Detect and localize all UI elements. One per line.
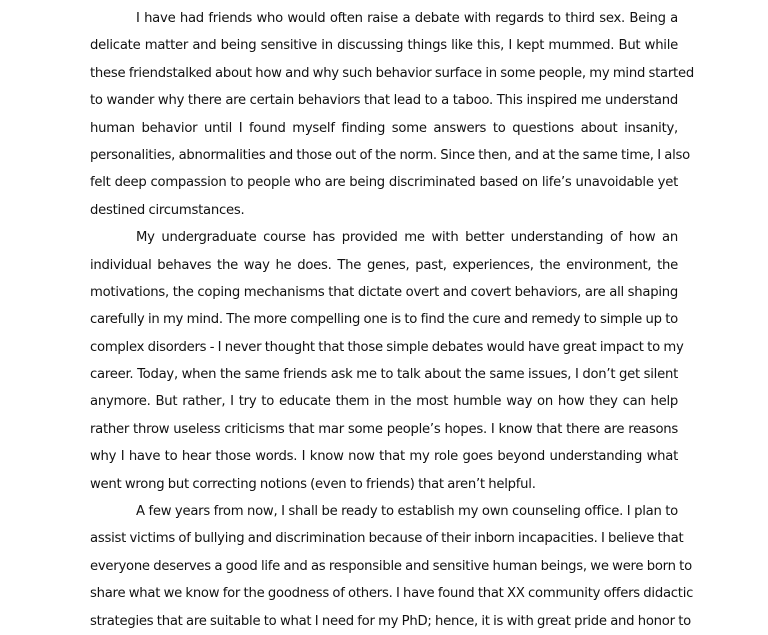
paragraph-1-line-3: these friendstalked about how and why such behavior surface in some people, my mind started xyxy=(90,65,694,81)
paragraph-1-line-1: I have had friends who would often raise a debate with regards to third sex. Being a xyxy=(136,11,678,26)
essay-body xyxy=(90,5,694,635)
paragraph-1-line-5: human behavior until I found myself finding some answers to questions about insanity, xyxy=(90,120,678,136)
paragraph-2-line-5: complex disorders - I never thought that those simple debates would have great impact to my xyxy=(90,339,684,355)
paragraph-3-line-4: share what we know for the goodness of others. I have found that XX community offers didactic xyxy=(90,586,694,602)
paragraph-1-line-7: felt deep compassion to people who are being discriminated based on life’s unavoidable yet xyxy=(90,175,678,191)
paragraph-3-line-5: strategies that are suitable to what I need for my PhD; hence, it is with great pride and honor to xyxy=(90,613,691,629)
paragraph-2-line-1: My undergraduate course has provided me with better understanding of how an xyxy=(136,230,678,246)
paragraph-2-line-3: motivations, the coping mechanisms that dictate overt and covert behaviors, are all shaping xyxy=(90,284,678,300)
paragraph-2-line-2: individual behaves the way he does. The genes, past, experiences, the environment, the xyxy=(90,257,678,273)
paragraph-3-line-1: A few years from now, I shall be ready to establish my own counseling office. I plan to xyxy=(136,504,678,520)
paragraph-2-line-10: went wrong but correcting notions (even to friends) that aren’t helpful. xyxy=(90,476,536,492)
paragraph-2-line-6: career. Today, when the same friends ask me to talk about the same issues, I don’t get silent xyxy=(90,367,678,383)
paragraph-1-line-2: delicate matter and being sensitive in discussing things like this, I kept mummed. But while xyxy=(90,38,678,54)
paragraph-2-line-9: why I have to hear those words. I know now that my role goes beyond understanding what xyxy=(90,449,678,465)
paragraph-2-line-7: anymore. But rather, I try to educate them in the most humble way on how they can help xyxy=(90,394,678,410)
paragraph-3-line-2: assist victims of bullying and discrimination because of their inborn incapacities. I believe that xyxy=(90,531,684,547)
paragraph-1-line-4: to wander why there are certain behaviors that lead to a taboo. This inspired me understand xyxy=(90,93,678,109)
paragraph-3-line-3: everyone deserves a good life and as responsible and sensitive human beings, we were born to xyxy=(90,558,692,574)
paragraph-1-line-6: personalities, abnormalities and those out of the norm. Since then, and at the same time, I also xyxy=(90,147,690,163)
paragraph-1-line-8: destined circumstances. xyxy=(90,202,245,218)
paragraph-2-line-8: rather throw useless criticisms that mar some people’s hopes. I know that there are reasons xyxy=(90,421,678,437)
paragraph-2-line-4: carefully in my mind. The more compelling one is to find the cure and remedy to simple up to xyxy=(90,312,678,328)
